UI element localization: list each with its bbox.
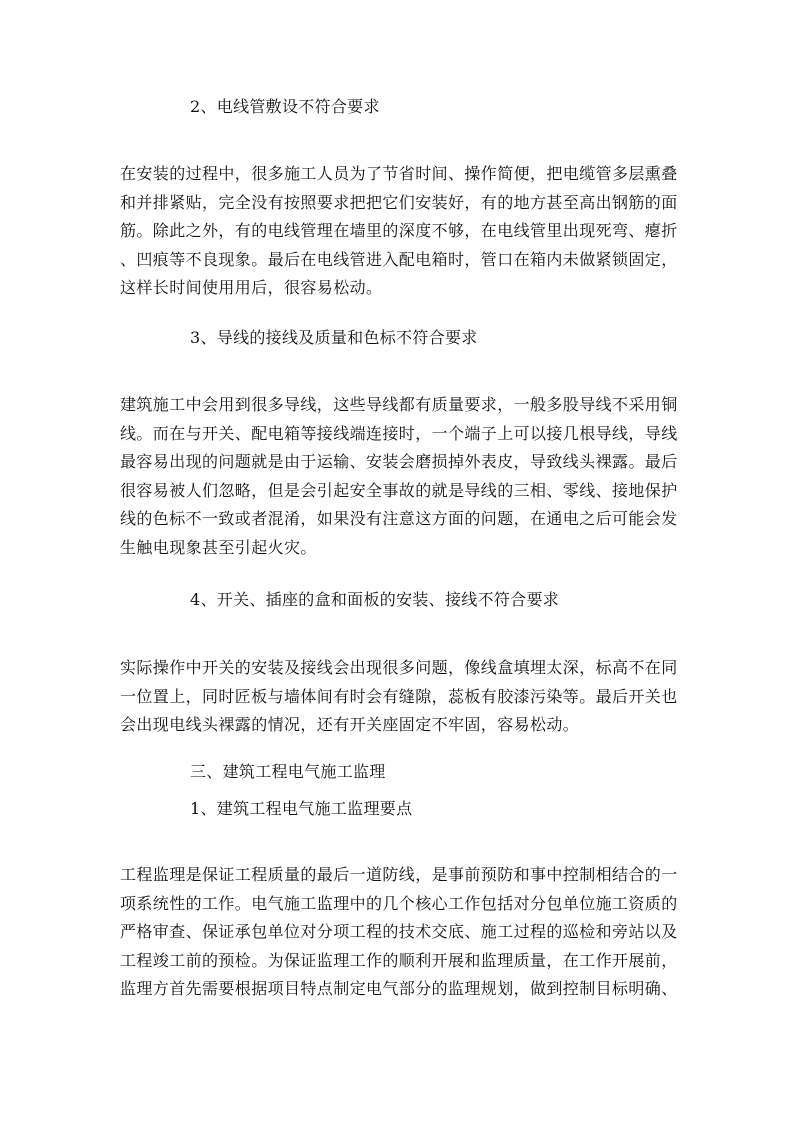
section-heading-1: 1、建筑工程电气施工监理要点 [190, 799, 413, 818]
paragraph-line: 项系统性的工作。电气施工监理中的几个核心工作包括对分包单位施工资质的 [120, 893, 678, 913]
paragraph-line: 严格审查、保证承包单位对分项工程的技术交底、施工过程的巡检和旁站以及 [120, 922, 678, 941]
paragraph-wiring [120, 391, 678, 562]
paragraph-line: 一位置上，同时匠板与墙体间有时会有缝隙，蕊板有胶漆污染等。最后开关也 [120, 686, 678, 706]
paragraph-line: 会出现电线头裸露的情况，还有开关座固定不牢固，容易松动。 [120, 715, 580, 734]
paragraph-line: 线。而在与开关、配电箱等接线端连接时，一个端子上可以接几根导线，导线 [120, 423, 678, 443]
paragraph-line: 最容易出现的问题就是由于运输、安装会磨损掉外表皮，导致线头裸露。最后 [120, 452, 678, 471]
paragraph-supervision [120, 861, 678, 1004]
paragraph-line: 在安装的过程中，很多施工人员为了节省时间、操作简便，把电缆管多层熏叠 [120, 164, 678, 183]
paragraph-line: 建筑施工中会用到很多导线，这些导线都有质量要求，一般多股导线不采用铜 [120, 395, 678, 414]
paragraph-line: 线的色标不一致或者混淆，如果没有注意这方面的问题，在通电之后可能会发 [120, 509, 678, 528]
paragraph-switches [120, 654, 678, 740]
paragraph-conduit [120, 160, 678, 303]
paragraph-line: 实际操作中开关的安装及接线会出现很多问题，像线盒填埋太深，标高不在同 [120, 658, 678, 677]
paragraph-line: 这样长时间使用用后，很容易松动。 [120, 278, 383, 297]
paragraph-line: 监理方首先需要根据项目特点制定电气部分的监理规划，做到控制目标明确、 [120, 979, 678, 998]
paragraph-line: 、凹痕等不良现象。最后在电线管进入配电箱时，管口在箱内未做紧锁固定， [120, 249, 678, 269]
section-heading-4: 4、开关、插座的盒和面板的安装、接线不符合要求 [190, 590, 560, 609]
paragraph-line: 工程竣工前的预检。为保证监理工作的顺利开展和监理质量，在工作开展前， [120, 950, 678, 970]
chapter-heading-3: 三、建筑工程电气施工监理 [190, 762, 386, 781]
section-heading-2: 2、电线管敷设不符合要求 [190, 97, 380, 116]
paragraph-line: 和并排紧贴，完全没有按照要求把把它们安装好，有的地方甚至高出钢筋的面 [120, 192, 678, 212]
paragraph-line: 很容易被人们忽略，但是会引起安全事故的就是导线的三相、零线、接地保护 [120, 480, 678, 500]
paragraph-line: 生触电现象甚至引起火灾。 [120, 537, 317, 557]
paragraph-line: 工程监理是保证工程质量的最后一道防线，是事前预防和事中控制相结合的一 [120, 865, 678, 884]
paragraph-line: 筋。除此之外，有的电线管理在墙里的深度不够，在电线管里出现死弯、瘪折 [120, 221, 678, 240]
section-heading-3: 3、导线的接线及质量和色标不符合要求 [190, 328, 478, 347]
